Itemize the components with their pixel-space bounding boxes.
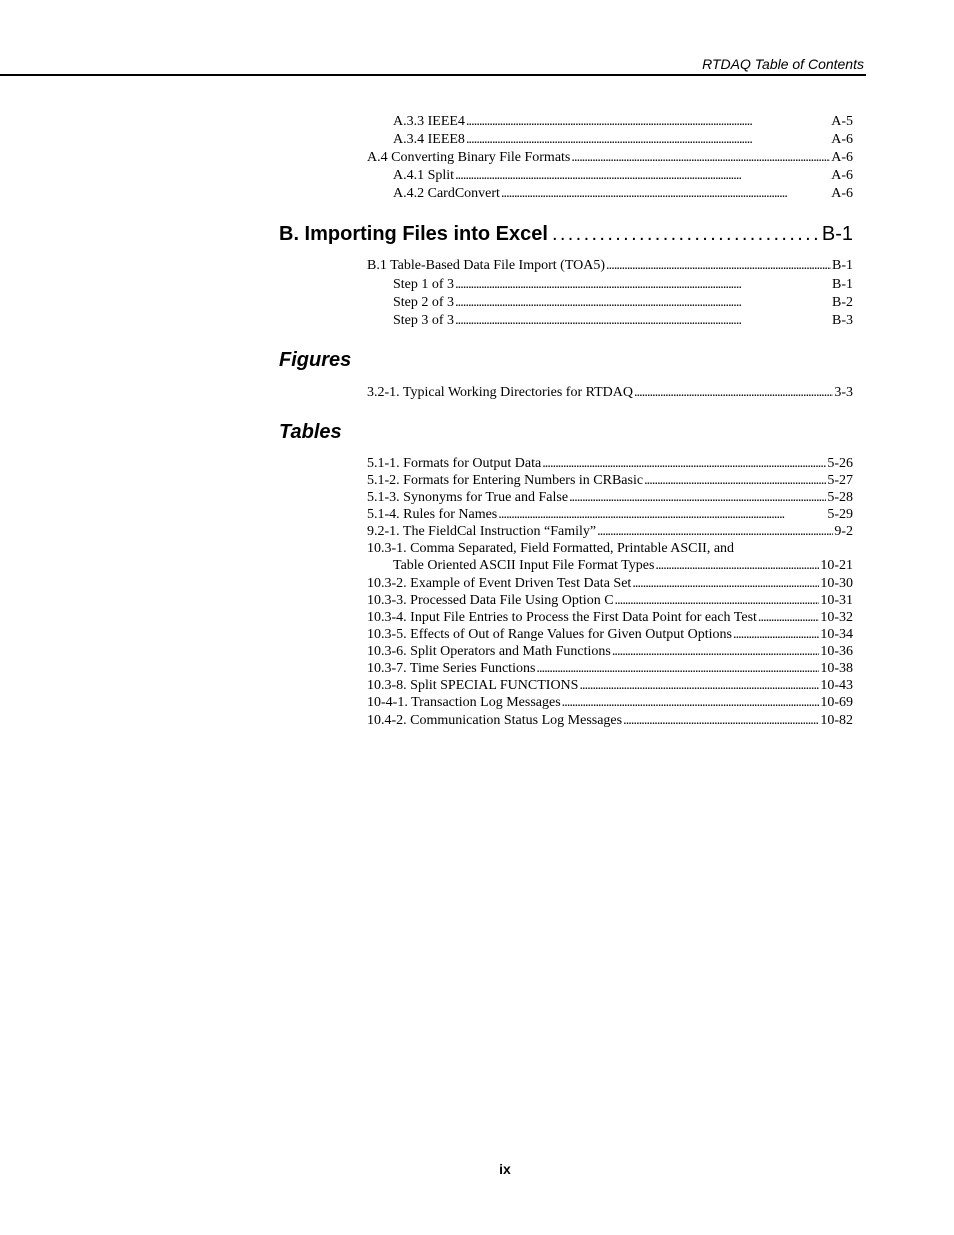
toc-entry-title: 9.2-1. The FieldCal Instruction “Family”: [367, 524, 597, 539]
figures-heading: Figures: [279, 349, 352, 371]
toc-leader-dots: [597, 523, 833, 540]
toc-leader-dots: [634, 384, 833, 401]
toc-entry-title: A.4 Converting Binary File Formats: [367, 150, 571, 165]
toc-leader-dots: [632, 575, 819, 592]
toc-entry-title: A.4.1 Split: [393, 168, 455, 183]
page-number: ix: [499, 1161, 511, 1177]
table-entry[interactable]: [367, 626, 853, 643]
toc-entry-title: 10.3-5. Effects of Out of Range Values for Given Output Options: [367, 627, 732, 642]
toc-entry-page: B-1: [832, 277, 853, 292]
table-entry[interactable]: [367, 575, 853, 592]
toc-entry[interactable]: [367, 257, 853, 274]
toc-entry-page: 5-29: [827, 507, 853, 522]
figure-entry[interactable]: [367, 384, 853, 401]
chapter-page: B-1: [821, 223, 853, 245]
toc-leader-dots: [644, 472, 826, 489]
toc-entry-title: 10.3-6. Split Operators and Math Functions: [367, 644, 611, 659]
table-entry[interactable]: [367, 712, 853, 729]
tables-heading: Tables: [279, 421, 342, 443]
toc-entry-title: 5.1-3. Synonyms for True and False: [367, 490, 569, 505]
toc-entry[interactable]: [393, 312, 853, 329]
toc-leader-dots: [571, 149, 830, 166]
toc-entry-title: 10.3-8. Split SPECIAL FUNCTIONS: [367, 678, 579, 693]
toc-entry[interactable]: [393, 294, 853, 311]
toc-leader-dots: [623, 712, 819, 729]
toc-leader-dots: [455, 167, 830, 184]
toc-entry-page: 5-27: [827, 473, 853, 488]
table-entry[interactable]: [367, 592, 853, 609]
table-entry[interactable]: [367, 506, 853, 523]
toc-entry-page: B-2: [832, 295, 853, 310]
toc-entry-title: 10-4-1. Transaction Log Messages: [367, 695, 561, 710]
table-entry[interactable]: [393, 557, 853, 574]
toc-entry-page: A-6: [831, 186, 853, 201]
toc-leader-dots: [569, 489, 826, 506]
toc-entry-title: B.1 Table-Based Data File Import (TOA5): [367, 258, 606, 273]
table-entry[interactable]: [367, 694, 853, 711]
toc-leader-dots: [552, 223, 818, 246]
running-header-title: RTDAQ Table of Contents: [702, 56, 864, 72]
toc-leader-dots: [455, 294, 831, 311]
toc-entry-title: 3.2-1. Typical Working Directories for RTDAQ: [367, 385, 633, 400]
table-entry[interactable]: [367, 489, 853, 506]
toc-entry-page: 10-69: [820, 695, 853, 710]
toc-entry-title: 10.3-7. Time Series Functions: [367, 661, 536, 676]
toc-entry-title: 10.3-4. Input File Entries to Process the First Data Point for each Test: [367, 610, 757, 625]
toc-entry-title: 10.4-2. Communication Status Log Messages: [367, 713, 623, 728]
toc-entry-page: 10-38: [820, 661, 853, 676]
toc-entry-page: A-5: [831, 114, 853, 129]
toc-leader-dots: [455, 312, 831, 329]
toc-entry-page: A-6: [831, 150, 853, 165]
toc-entry-page: 10-32: [820, 610, 853, 625]
toc-entry[interactable]: [393, 131, 853, 148]
toc-entry[interactable]: [393, 276, 853, 293]
toc-leader-dots: [466, 113, 830, 130]
toc-entry-page: 10-34: [820, 627, 853, 642]
table-entry[interactable]: [367, 643, 853, 660]
toc-leader-dots: [758, 609, 819, 626]
chapter-title: B. Importing Files into Excel: [279, 223, 548, 245]
toc-entry-title: Step 1 of 3: [393, 277, 455, 292]
toc-entry-title: A.4.2 CardConvert: [393, 186, 500, 201]
table-entry-title-line1[interactable]: 10.3-1. Comma Separated, Field Formatted, Printable ASCII, and: [367, 541, 735, 556]
toc-leader-dots: [501, 185, 830, 202]
toc-entry-page: 3-3: [834, 385, 853, 400]
toc-leader-dots: [498, 506, 826, 523]
toc-leader-dots: [466, 131, 830, 148]
toc-entry-page: 10-36: [820, 644, 853, 659]
toc-leader-dots: [655, 557, 819, 574]
toc-entry-page: 10-43: [820, 678, 853, 693]
toc-entry-page: 10-31: [820, 593, 853, 608]
toc-leader-dots: [612, 643, 820, 660]
table-entry[interactable]: [367, 523, 853, 540]
toc-entry-page: B-3: [832, 313, 853, 328]
toc-entry-title: 5.1-4. Rules for Names: [367, 507, 498, 522]
toc-entry-title: Step 2 of 3: [393, 295, 455, 310]
toc-entry-title: A.3.4 IEEE8: [393, 132, 465, 147]
toc-leader-dots: [536, 660, 819, 677]
toc-leader-dots: [562, 694, 820, 711]
table-entry[interactable]: [367, 660, 853, 677]
toc-entry-title: Table Oriented ASCII Input File Format Types: [393, 558, 655, 573]
toc-entry-page: 10-82: [820, 713, 853, 728]
toc-entry[interactable]: [367, 149, 853, 166]
toc-leader-dots: [606, 257, 831, 274]
toc-entry-page: 10-21: [820, 558, 853, 573]
toc-leader-dots: [733, 626, 819, 643]
toc-entry-page: 9-2: [834, 524, 853, 539]
table-entry[interactable]: [367, 609, 853, 626]
toc-entry-page: B-1: [832, 258, 853, 273]
toc-entry-title: 5.1-2. Formats for Entering Numbers in CRBasic: [367, 473, 644, 488]
toc-leader-dots: [455, 276, 831, 293]
toc-leader-dots: [542, 455, 826, 472]
toc-entry[interactable]: [393, 167, 853, 184]
toc-entry-title: 10.3-2. Example of Event Driven Test Data Set: [367, 576, 632, 591]
toc-entry-page: A-6: [831, 168, 853, 183]
chapter-heading-b[interactable]: [279, 223, 853, 251]
toc-entry-page: 10-30: [820, 576, 853, 591]
toc-entry-page: A-6: [831, 132, 853, 147]
table-entry[interactable]: [367, 455, 853, 472]
table-entry[interactable]: [367, 677, 853, 694]
toc-entry-title: A.3.3 IEEE4: [393, 114, 465, 129]
toc-entry[interactable]: [393, 113, 853, 130]
toc-entry-page: 5-26: [827, 456, 853, 471]
toc-leader-dots: [615, 592, 820, 609]
header-rule: [0, 74, 866, 76]
table-entry[interactable]: [367, 472, 853, 489]
toc-entry-title: 5.1-1. Formats for Output Data: [367, 456, 542, 471]
toc-entry-page: 5-28: [827, 490, 853, 505]
toc-leader-dots: [579, 677, 819, 694]
toc-entry-title: Step 3 of 3: [393, 313, 455, 328]
toc-entry[interactable]: [393, 185, 853, 202]
toc-entry-title: 10.3-3. Processed Data File Using Option C: [367, 593, 614, 608]
